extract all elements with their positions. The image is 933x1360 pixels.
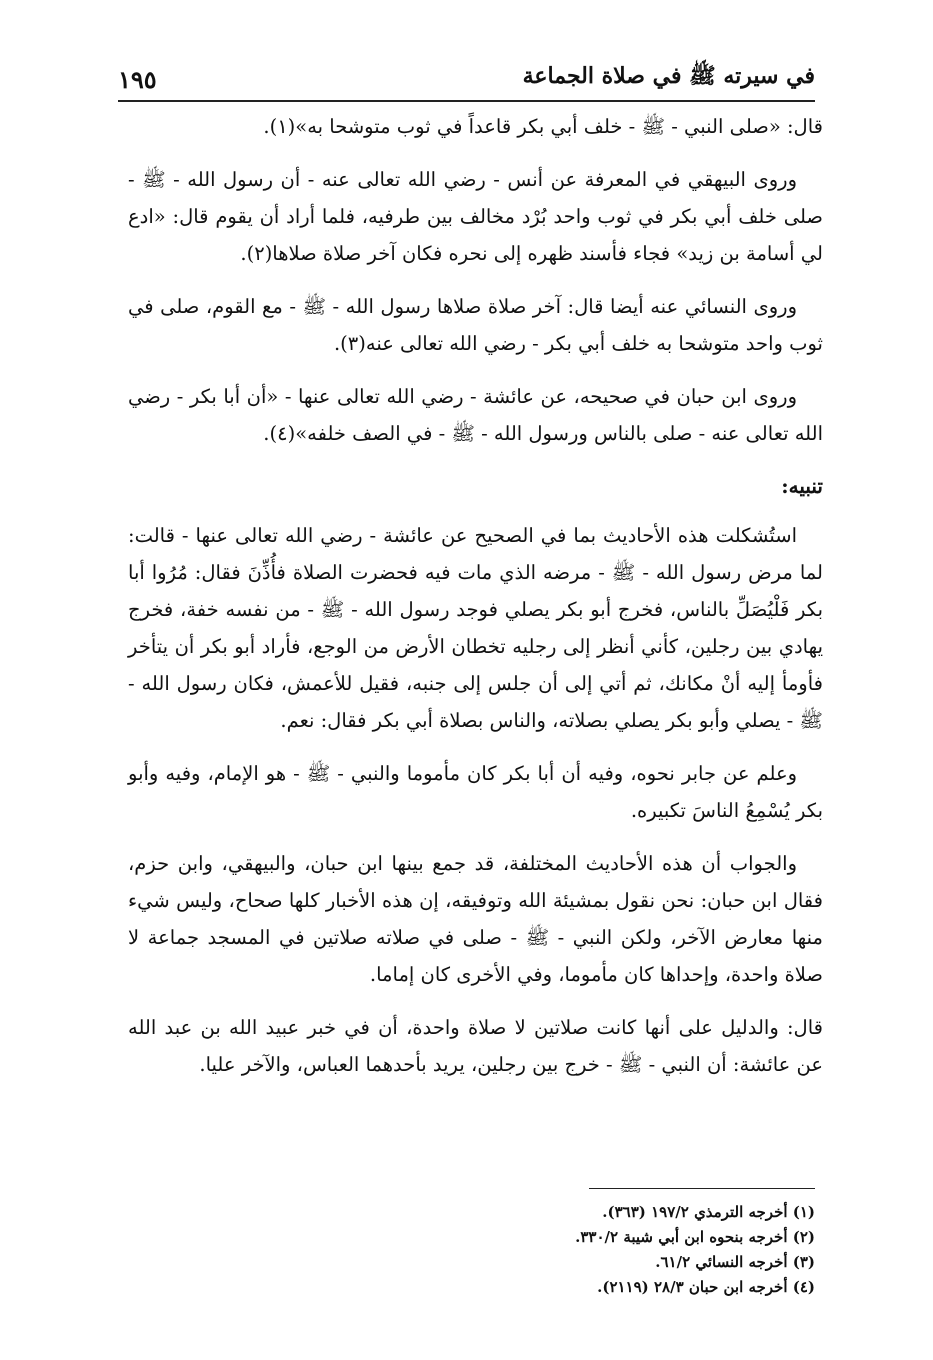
running-header [118, 50, 815, 102]
footnote-divider [589, 1188, 815, 1189]
paragraph: والجواب أن هذه الأحاديث المختلفة، قد جمع بينها ابن حبان، والبيهقي، وابن حزم، فقال ابن حبان: نحن نقول بمشيئة الله وتوفيقه، إن هذه الأخبار كلها صحاح، وليس شيء منها معارض الآخر، ولكن النبي - ﷺ - صلى في صلاته صلاتين في المسجد جماعة لا صلاة واحدة، وإحداها كان مأموما، وفي الأخرى كان إماما. [128, 852, 823, 986]
paragraph: وعلم عن جابر نحوه، وفيه أن أبا بكر كان مأموما والنبي - ﷺ - هو الإمام، وفيه وأبو بكر يُسْمِعُ الناسَ تكبيره. [128, 762, 823, 822]
footnote: (٢) أخرجه بنحوه ابن أبي شيبة ٣٣٠/٢. [575, 1228, 815, 1246]
footnote: (١) أخرجه الترمذي ١٩٧/٢ (٣٦٣). [602, 1203, 815, 1221]
running-title: في سيرته ﷺ في صلاة الجماعة [522, 63, 815, 89]
page-number: ١٩٥ [118, 65, 157, 94]
paragraph: استُشكلت هذه الأحاديث بما في الصحيح عن عائشة - رضي الله تعالى عنها - قالت: لما مرض رسول الله - ﷺ - مرضه الذي مات فيه فحضرت الصلاة فأُذِّنَ فقال: مُرُوا أبا بكر فَلْيُصَلِّ بالناس، فخرج أبو بكر يصلي فوجد رسول الله - ﷺ - من نفسه خفة، فخرج يهادي بين رجلين، كأني أنظر إلى رجليه تخطان الأرض من الوجع، فأراد أبو بكر أن يتأخر فأومأ إليه أنْ مكانك، ثم أتي إلى أن جلس إلى جنبه، فقيل للأعمش، فكان رسول الله - ﷺ - يصلي وأبو بكر يصلي بصلاته، والناس بصلاة أبي بكر فقال: نعم. [128, 524, 823, 732]
section-heading: تنبيه: [781, 474, 823, 498]
paragraph: وروى البيهقي في المعرفة عن أنس - رضي الله تعالى عنه - أن رسول الله - ﷺ - صلى خلف أبي بكر في ثوب واحد بُرْد مخالف بين طرفيه، فلما أراد أن يقوم قال: «ادع لي أسامة بن زيد» فجاء فأسند ظهره إلى نحره فكان آخر صلاة صلاها(٢). [128, 168, 823, 265]
paragraph: وروى ابن حبان في صحيحه، عن عائشة - رضي الله تعالى عنها - «أن أبا بكر - رضي الله تعالى عنه - صلى بالناس ورسول الله - ﷺ - في الصف خلفه»(٤). [128, 385, 823, 445]
footnote: (٣) أخرجه النسائي ٦١/٢. [655, 1253, 815, 1271]
main-text [128, 108, 823, 1099]
paragraph: وروى النسائي عنه أيضا قال: آخر صلاة صلاها رسول الله - ﷺ - مع القوم، صلى في ثوب واحد متوشحا به خلف أبي بكر - رضي الله تعالى عنه(٣). [128, 295, 823, 355]
footnote: (٤) أخرجه ابن حبان ٢٨/٣ (٢١١٩). [597, 1278, 815, 1296]
footnotes [300, 1200, 815, 1300]
paragraph: قال: والدليل على أنها كانت صلاتين لا صلاة واحدة، أن في خبر عبيد الله بن عبد الله عن عائشة: أن النبي - ﷺ - خرج بين رجلين، يريد بأحدهما العباس، والآخر عليا. [128, 1016, 823, 1076]
paragraph: قال: «صلى النبي - ﷺ - خلف أبي بكر قاعداً في ثوب متوشحا به»(١). [263, 115, 823, 138]
